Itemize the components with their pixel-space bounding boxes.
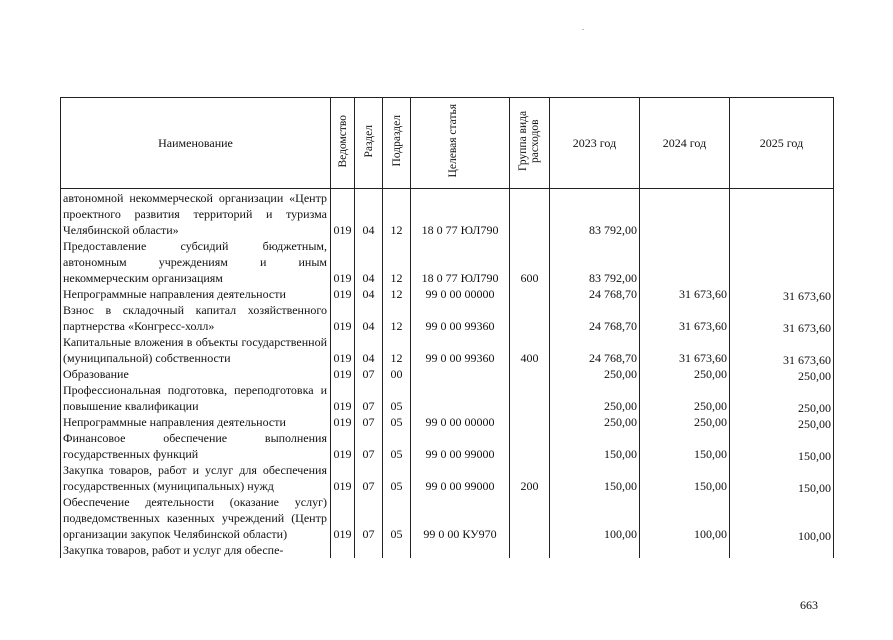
cell-celevaya: 99 0 00 99000 — [411, 430, 510, 462]
cell-podrazdel: 12 — [383, 334, 411, 366]
cell-podrazdel: 05 — [383, 382, 411, 414]
cell-vedomstvo: 019 — [331, 334, 355, 366]
scan-speck — [582, 29, 584, 30]
header-2024: 2024 год — [640, 98, 730, 189]
cell-2025: 250,00 — [730, 414, 834, 430]
cell-2023: 100,00 — [550, 494, 640, 542]
cell-gruppa — [510, 382, 550, 414]
cell-gruppa — [510, 430, 550, 462]
cell-vedomstvo: 019 — [331, 430, 355, 462]
cell-gruppa — [510, 286, 550, 302]
cell-gruppa — [510, 494, 550, 542]
cell-2024: 31 673,60 — [640, 286, 730, 302]
cell-2024: 100,00 — [640, 494, 730, 542]
cell-name: Закупка товаров, работ и услуг для обеспечения государственных (муниципальных) нужд — [61, 462, 331, 494]
cell-celevaya — [411, 366, 510, 382]
cell-2025: 150,00 — [730, 430, 834, 462]
cell-podrazdel: 05 — [383, 494, 411, 542]
cell-vedomstvo: 019 — [331, 366, 355, 382]
header-2025: 2025 год — [730, 98, 834, 189]
cell-2025: 31 673,60 — [730, 286, 834, 302]
cell-2024: 150,00 — [640, 462, 730, 494]
cell-2025: 31 673,60 — [730, 302, 834, 334]
cell-razdel: 07 — [355, 366, 383, 382]
cell-gruppa — [510, 302, 550, 334]
cell-vedomstvo — [331, 542, 355, 558]
cell-name: Предоставление субсидий бюджетным, автономным учреждениям и иным некоммерческим организациям — [61, 238, 331, 286]
budget-table — [60, 97, 834, 558]
cell-2025 — [730, 238, 834, 286]
cell-podrazdel: 05 — [383, 414, 411, 430]
cell-2024 — [640, 542, 730, 558]
header-row — [61, 98, 834, 189]
cell-2024: 250,00 — [640, 366, 730, 382]
table-row — [61, 366, 834, 382]
cell-vedomstvo: 019 — [331, 302, 355, 334]
cell-vedomstvo: 019 — [331, 414, 355, 430]
cell-name: Финансовое обеспечение выполнения государственных функций — [61, 430, 331, 462]
cell-2025: 250,00 — [730, 382, 834, 414]
cell-2023: 24 768,70 — [550, 334, 640, 366]
header-podrazdel: Подраздел — [383, 98, 411, 189]
cell-name: Образование — [61, 366, 331, 382]
cell-celevaya: 18 0 77 ЮЛ790 — [411, 238, 510, 286]
cell-2024 — [640, 189, 730, 239]
cell-name: автономной некоммерческой организации «Центр проектного развития территорий и туризма Челябинской области» — [61, 189, 331, 239]
cell-razdel — [355, 542, 383, 558]
cell-2024: 150,00 — [640, 430, 730, 462]
cell-razdel: 07 — [355, 382, 383, 414]
cell-2023: 250,00 — [550, 414, 640, 430]
cell-vedomstvo: 019 — [331, 382, 355, 414]
table-body — [61, 189, 834, 559]
cell-name: Непрограммные направления деятельности — [61, 414, 331, 430]
cell-2023: 250,00 — [550, 382, 640, 414]
cell-celevaya: 99 0 00 КУ970 — [411, 494, 510, 542]
cell-vedomstvo: 019 — [331, 286, 355, 302]
cell-podrazdel: 12 — [383, 189, 411, 239]
table-row — [61, 430, 834, 462]
cell-2023: 150,00 — [550, 462, 640, 494]
table-row — [61, 238, 834, 286]
cell-celevaya — [411, 542, 510, 558]
table-row — [61, 542, 834, 558]
cell-vedomstvo: 019 — [331, 494, 355, 542]
cell-celevaya: 18 0 77 ЮЛ790 — [411, 189, 510, 239]
cell-2023: 24 768,70 — [550, 286, 640, 302]
cell-gruppa — [510, 414, 550, 430]
cell-podrazdel: 05 — [383, 462, 411, 494]
cell-celevaya: 99 0 00 99360 — [411, 334, 510, 366]
cell-celevaya — [411, 382, 510, 414]
cell-razdel: 04 — [355, 238, 383, 286]
cell-2024: 250,00 — [640, 414, 730, 430]
header-2023: 2023 год — [550, 98, 640, 189]
table-row — [61, 189, 834, 239]
cell-2025: 150,00 — [730, 462, 834, 494]
table-row — [61, 286, 834, 302]
cell-razdel: 07 — [355, 494, 383, 542]
cell-2023: 150,00 — [550, 430, 640, 462]
header-vedomstvo: Ведомство — [331, 98, 355, 189]
cell-2025 — [730, 542, 834, 558]
cell-2023: 83 792,00 — [550, 189, 640, 239]
cell-2023: 83 792,00 — [550, 238, 640, 286]
cell-podrazdel: 00 — [383, 366, 411, 382]
cell-podrazdel: 12 — [383, 286, 411, 302]
cell-vedomstvo: 019 — [331, 189, 355, 239]
cell-gruppa: 400 — [510, 334, 550, 366]
page-number: 663 — [800, 598, 818, 612]
cell-gruppa — [510, 366, 550, 382]
cell-2024: 250,00 — [640, 382, 730, 414]
table-row — [61, 494, 834, 542]
table-row — [61, 462, 834, 494]
cell-celevaya: 99 0 00 99000 — [411, 462, 510, 494]
cell-razdel: 04 — [355, 302, 383, 334]
cell-2024 — [640, 238, 730, 286]
cell-name: Закупка товаров, работ и услуг для обеспе- — [61, 542, 331, 558]
cell-razdel: 07 — [355, 414, 383, 430]
cell-razdel: 07 — [355, 462, 383, 494]
cell-razdel: 04 — [355, 334, 383, 366]
cell-name: Капитальные вложения в объекты государственной (муниципальной) собственности — [61, 334, 331, 366]
cell-2025: 100,00 — [730, 494, 834, 542]
cell-name: Профессиональная подготовка, переподготовка и повышение квалификации — [61, 382, 331, 414]
cell-celevaya: 99 0 00 00000 — [411, 286, 510, 302]
cell-2025 — [730, 189, 834, 239]
cell-podrazdel: 12 — [383, 302, 411, 334]
cell-razdel: 04 — [355, 286, 383, 302]
cell-razdel: 07 — [355, 430, 383, 462]
cell-name: Непрограммные направления деятельности — [61, 286, 331, 302]
cell-2023: 250,00 — [550, 366, 640, 382]
cell-gruppa: 600 — [510, 238, 550, 286]
cell-2025: 31 673,60 — [730, 334, 834, 366]
cell-celevaya: 99 0 00 00000 — [411, 414, 510, 430]
table-row — [61, 414, 834, 430]
cell-name: Обеспечение деятельности (оказание услуг) подведомственных казенных учреждений (Центр организации закупок Челябинской области) — [61, 494, 331, 542]
cell-2024: 31 673,60 — [640, 302, 730, 334]
cell-podrazdel — [383, 542, 411, 558]
table-row — [61, 334, 834, 366]
cell-2023: 24 768,70 — [550, 302, 640, 334]
cell-gruppa — [510, 189, 550, 239]
header-celevaya: Целевая статья — [411, 98, 510, 189]
header-gruppa: Группа вида расходов — [510, 98, 550, 189]
cell-celevaya: 99 0 00 99360 — [411, 302, 510, 334]
header-name: Наименование — [61, 98, 331, 189]
cell-podrazdel: 05 — [383, 430, 411, 462]
cell-2024: 31 673,60 — [640, 334, 730, 366]
cell-2023 — [550, 542, 640, 558]
cell-vedomstvo: 019 — [331, 238, 355, 286]
table-row — [61, 302, 834, 334]
cell-gruppa: 200 — [510, 462, 550, 494]
cell-razdel: 04 — [355, 189, 383, 239]
cell-podrazdel: 12 — [383, 238, 411, 286]
cell-2025: 250,00 — [730, 366, 834, 382]
cell-name: Взнос в складочный капитал хозяйственного партнерства «Конгресс-холл» — [61, 302, 331, 334]
header-razdel: Раздел — [355, 98, 383, 189]
cell-gruppa — [510, 542, 550, 558]
cell-vedomstvo: 019 — [331, 462, 355, 494]
table-row — [61, 382, 834, 414]
